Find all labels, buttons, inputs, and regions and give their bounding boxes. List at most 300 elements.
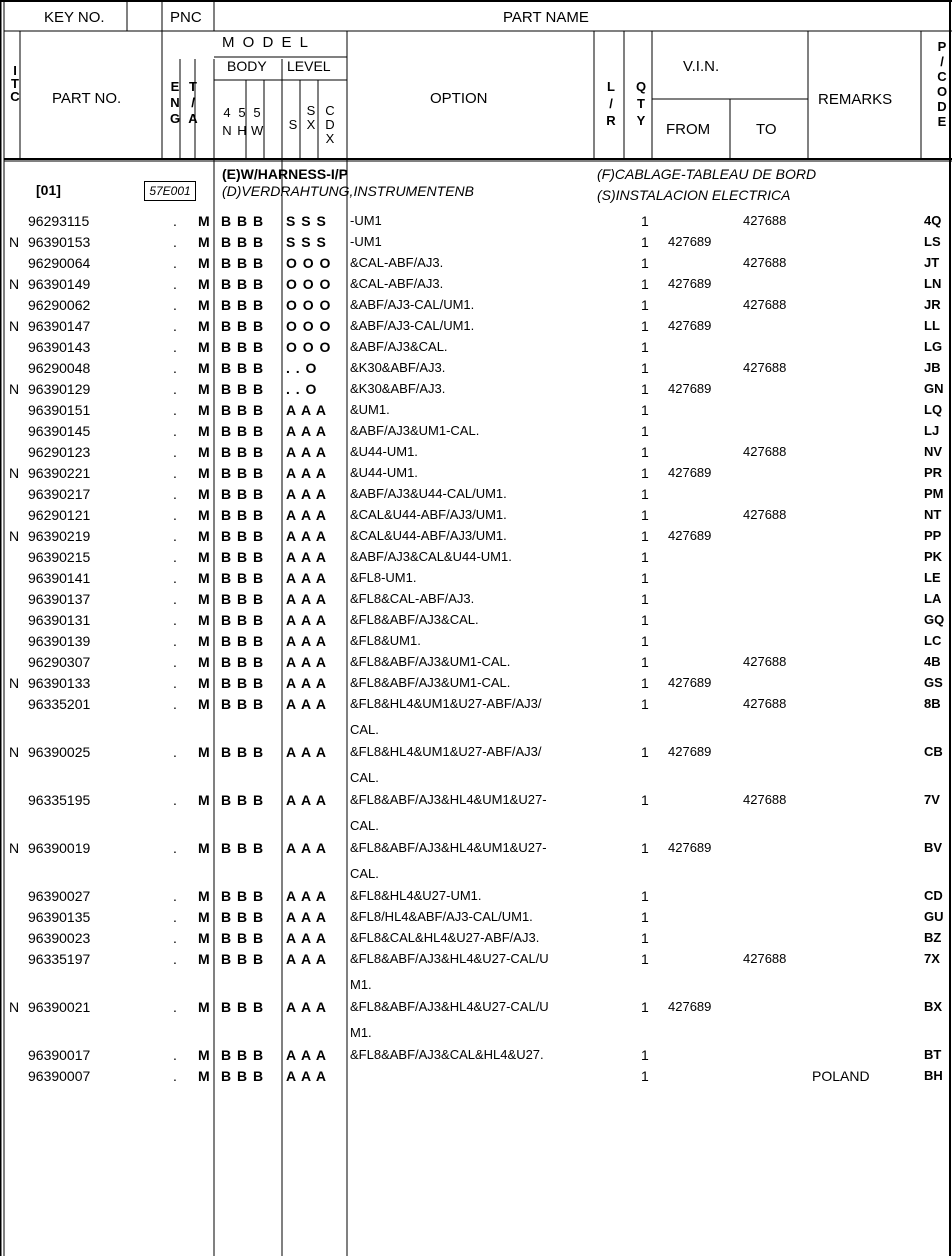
part-number-cell: 96335201: [28, 696, 91, 712]
level-cell: A A A: [286, 909, 328, 925]
eng-cell: .: [173, 951, 177, 967]
pcode-cell: PP: [924, 528, 942, 543]
part-number-cell: 96290123: [28, 444, 91, 460]
part-name-header: PART NAME: [503, 9, 589, 26]
qty-cell: 1: [641, 444, 649, 460]
eng-cell: .: [173, 612, 177, 628]
option-cell: &ABF/AJ3&U44-CAL/UM1.: [350, 486, 507, 501]
level-cell: O O O: [286, 339, 332, 355]
option-cell: &CAL-ABF/AJ3.: [350, 276, 444, 291]
option-cell: &FL8&ABF/AJ3&HL4&U27-CAL/U: [350, 951, 549, 966]
part-number-cell: 96390149: [28, 276, 91, 292]
eng-cell: .: [173, 255, 177, 271]
pcode-cell: 4B: [924, 654, 941, 669]
pcode-cell: PR: [924, 465, 943, 480]
qty-cell: 1: [641, 696, 649, 712]
eng-cell: .: [173, 339, 177, 355]
eng-cell: .: [173, 999, 177, 1015]
qty-cell: 1: [641, 402, 649, 418]
level-col-header: CDX: [325, 103, 335, 146]
part-name-es: (S)INSTALACION ELECTRICA: [597, 187, 791, 203]
vin-from-cell: 427689: [668, 381, 712, 396]
eng-cell: .: [173, 528, 177, 544]
ta-cell: M: [198, 840, 210, 856]
itc-cell: N: [9, 318, 20, 334]
lr-header-letter: R: [606, 113, 616, 128]
eng-cell: .: [173, 486, 177, 502]
vin-from-header: FROM: [666, 121, 711, 138]
pcode-cell: LS: [924, 234, 941, 249]
part-number-cell: 96390217: [28, 486, 91, 502]
pcode-cell: GU: [924, 909, 944, 924]
option-cell: &ABF/AJ3-CAL/UM1.: [350, 297, 475, 312]
ta-cell: M: [198, 930, 210, 946]
pcode-cell: CB: [924, 744, 943, 759]
level-cell: A A A: [286, 930, 328, 946]
level-cell: A A A: [286, 675, 328, 691]
level-cell: A A A: [286, 696, 328, 712]
ta-cell: M: [198, 255, 210, 271]
level-cell: A A A: [286, 444, 328, 460]
body-cell: B B B: [221, 570, 265, 586]
body-cell: B B B: [221, 549, 265, 565]
pcode-cell: 7X: [924, 951, 940, 966]
pcode-cell: JB: [924, 360, 941, 375]
ta-cell: M: [198, 744, 210, 760]
eng-cell: .: [173, 402, 177, 418]
eng-cell: .: [173, 423, 177, 439]
option-cell: &U44-UM1.: [350, 444, 418, 459]
level-cell: A A A: [286, 840, 328, 856]
qty-header-letter: T: [637, 96, 645, 111]
key-no-header: KEY NO.: [44, 9, 105, 26]
vin-to-cell: 427688: [743, 360, 787, 375]
vin-to-cell: 427688: [743, 297, 787, 312]
qty-header-letter: Y: [636, 113, 646, 128]
pcode-cell: LA: [924, 591, 942, 606]
pcode-cell: BV: [924, 840, 943, 855]
body-cell: B B B: [221, 744, 265, 760]
eng-cell: .: [173, 1068, 177, 1084]
pnc-code: 57E001: [144, 181, 196, 201]
eng-cell: .: [173, 465, 177, 481]
eng-cell: .: [173, 444, 177, 460]
level-cell: . . O: [286, 360, 318, 376]
eng-cell: .: [173, 654, 177, 670]
body-cell: B B B: [221, 840, 265, 856]
pcode-header-letter: P: [937, 39, 947, 54]
qty-cell: 1: [641, 213, 649, 229]
eng-cell: .: [173, 840, 177, 856]
pcode-header-letter: C: [937, 69, 947, 84]
itc-cell: N: [9, 999, 20, 1015]
eng-header-letter: E: [170, 79, 180, 94]
option-cell: -UM1: [350, 213, 382, 228]
pcode-cell: 7V: [924, 792, 940, 807]
eng-cell: .: [173, 792, 177, 808]
qty-cell: 1: [641, 486, 649, 502]
option-cell: &K30&ABF/AJ3.: [350, 360, 446, 375]
ta-cell: M: [198, 591, 210, 607]
body-header: BODY: [227, 58, 267, 74]
body-cell: B B B: [221, 528, 265, 544]
itc-cell: N: [9, 675, 20, 691]
body-cell: B B B: [221, 909, 265, 925]
body-cell: B B B: [221, 486, 265, 502]
pcode-cell: BX: [924, 999, 943, 1014]
body-cell: B B B: [221, 297, 265, 313]
pcode-header-letter: /: [940, 54, 944, 69]
option-cell: &U44-UM1.: [350, 465, 418, 480]
eng-cell: .: [173, 675, 177, 691]
body-cell: B B B: [221, 507, 265, 523]
part-number-cell: 96390027: [28, 888, 91, 904]
part-number-cell: 96390139: [28, 633, 91, 649]
body-cell: B B B: [221, 654, 265, 670]
pcode-cell: JR: [924, 297, 941, 312]
option-cell: &FL8&ABF/AJ3&HL4&UM1&U27-: [350, 840, 547, 855]
qty-cell: 1: [641, 381, 649, 397]
pcode-cell: LQ: [924, 402, 943, 417]
option-cell: &CAL-ABF/AJ3.: [350, 255, 444, 270]
body-cell: B B B: [221, 423, 265, 439]
ta-cell: M: [198, 213, 210, 229]
qty-cell: 1: [641, 1047, 649, 1063]
ta-cell: M: [198, 1068, 210, 1084]
qty-cell: 1: [641, 1068, 649, 1084]
option-cell: &UM1.: [350, 402, 390, 417]
body-cell: B B B: [221, 951, 265, 967]
part-number-cell: 96390131: [28, 612, 91, 628]
option-cell: &FL8&CAL-ABF/AJ3.: [350, 591, 475, 606]
pcode-header-letter: O: [936, 84, 948, 99]
eng-cell: .: [173, 360, 177, 376]
level-cell: A A A: [286, 792, 328, 808]
ta-header-letter: T: [189, 79, 197, 94]
option-cell: &FL8&ABF/AJ3&HL4&U27-CAL/U: [350, 999, 549, 1014]
level-cell: S S S: [286, 234, 327, 250]
body-cell: B B B: [221, 792, 265, 808]
part-number-cell: 96390133: [28, 675, 91, 691]
pcode-cell: LC: [924, 633, 942, 648]
part-number-cell: 96390143: [28, 339, 91, 355]
option-cell: &FL8&HL4&UM1&U27-ABF/AJ3/: [350, 696, 542, 711]
option-cell: M1.: [350, 1025, 372, 1040]
model-header: M O D E L: [222, 34, 311, 51]
pcode-cell: LJ: [924, 423, 940, 438]
ta-cell: M: [198, 570, 210, 586]
body-cell: B B B: [221, 1068, 265, 1084]
ta-cell: M: [198, 486, 210, 502]
body-cell: B B B: [221, 999, 265, 1015]
option-header: OPTION: [430, 90, 488, 107]
qty-cell: 1: [641, 276, 649, 292]
level-cell: O O O: [286, 297, 332, 313]
vin-from-cell: 427689: [668, 318, 712, 333]
ta-cell: M: [198, 339, 210, 355]
qty-header-letter: Q: [635, 79, 647, 94]
part-number-cell: 96390141: [28, 570, 91, 586]
part-number-cell: 96390221: [28, 465, 91, 481]
pcode-cell: GQ: [924, 612, 945, 627]
itc-cell: N: [9, 744, 20, 760]
ta-cell: M: [198, 381, 210, 397]
qty-cell: 1: [641, 528, 649, 544]
vin-from-cell: 427689: [668, 744, 712, 759]
level-cell: S S S: [286, 213, 327, 229]
part-number-cell: 96335195: [28, 792, 91, 808]
ta-cell: M: [198, 612, 210, 628]
pcode-cell: LE: [924, 570, 941, 585]
qty-cell: 1: [641, 744, 649, 760]
option-cell: &CAL&U44-ABF/AJ3/UM1.: [350, 528, 507, 543]
pcode-header-letter: E: [937, 114, 947, 129]
qty-cell: 1: [641, 909, 649, 925]
qty-cell: 1: [641, 339, 649, 355]
qty-cell: 1: [641, 360, 649, 376]
pcode-cell: GS: [924, 675, 943, 690]
part-number-cell: 96390025: [28, 744, 91, 760]
vin-to-cell: 427688: [743, 444, 787, 459]
level-cell: A A A: [286, 888, 328, 904]
itc-cell: N: [9, 528, 20, 544]
ta-cell: M: [198, 507, 210, 523]
level-col-header: SX: [306, 103, 316, 132]
eng-header-letter: G: [169, 111, 181, 126]
eng-cell: .: [173, 234, 177, 250]
part-number-cell: 96390023: [28, 930, 91, 946]
eng-cell: .: [173, 570, 177, 586]
ta-cell: M: [198, 951, 210, 967]
part-number-cell: 96390137: [28, 591, 91, 607]
lr-header-letter: /: [609, 96, 613, 111]
eng-cell: .: [173, 381, 177, 397]
eng-cell: .: [173, 696, 177, 712]
pcode-cell: NT: [924, 507, 942, 522]
pcode-cell: BH: [924, 1068, 943, 1083]
part-name-en: (E)W/HARNESS-I/P: [222, 166, 348, 182]
vin-to-cell: 427688: [743, 507, 787, 522]
option-cell: &ABF/AJ3&CAL&U44-UM1.: [350, 549, 512, 564]
level-cell: A A A: [286, 1068, 328, 1084]
level-cell: A A A: [286, 486, 328, 502]
level-cell: A A A: [286, 507, 328, 523]
level-cell: A A A: [286, 528, 328, 544]
eng-cell: .: [173, 744, 177, 760]
ta-cell: M: [198, 675, 210, 691]
part-number-cell: 96290064: [28, 255, 91, 271]
body-col-header: 4N: [222, 105, 232, 138]
ta-cell: M: [198, 297, 210, 313]
part-number-cell: 96290048: [28, 360, 91, 376]
vin-header: V.I.N.: [683, 58, 720, 75]
level-cell: A A A: [286, 612, 328, 628]
body-cell: B B B: [221, 675, 265, 691]
body-cell: B B B: [221, 591, 265, 607]
eng-cell: .: [173, 930, 177, 946]
option-cell: &FL8&ABF/AJ3&UM1-CAL.: [350, 654, 511, 669]
itc-header-letter: I: [13, 63, 17, 78]
part-number-cell: 96390129: [28, 381, 91, 397]
body-cell: B B B: [221, 1047, 265, 1063]
part-number-cell: 96390145: [28, 423, 91, 439]
vin-from-cell: 427689: [668, 234, 712, 249]
eng-cell: .: [173, 507, 177, 523]
qty-cell: 1: [641, 792, 649, 808]
itc-cell: N: [9, 234, 20, 250]
part-number-cell: 96290062: [28, 297, 91, 313]
level-header: LEVEL: [287, 58, 331, 74]
level-cell: A A A: [286, 999, 328, 1015]
qty-cell: 1: [641, 297, 649, 313]
body-cell: B B B: [221, 696, 265, 712]
ta-cell: M: [198, 234, 210, 250]
part-no-header: PART NO.: [52, 90, 122, 107]
part-number-cell: 96390135: [28, 909, 91, 925]
ta-cell: M: [198, 549, 210, 565]
part-number-cell: 96390215: [28, 549, 91, 565]
remarks-cell: POLAND: [812, 1068, 870, 1084]
pcode-cell: BT: [924, 1047, 942, 1062]
pcode-cell: LG: [924, 339, 943, 354]
itc-cell: N: [9, 465, 20, 481]
qty-cell: 1: [641, 507, 649, 523]
itc-header-letter: C: [10, 89, 20, 104]
part-number-cell: 96290121: [28, 507, 91, 523]
itc-cell: N: [9, 276, 20, 292]
ta-cell: M: [198, 792, 210, 808]
part-number-cell: 96335197: [28, 951, 91, 967]
ta-cell: M: [198, 909, 210, 925]
qty-cell: 1: [641, 612, 649, 628]
pcode-cell: 8B: [924, 696, 941, 711]
vin-to-cell: 427688: [743, 654, 787, 669]
vin-from-cell: 427689: [668, 999, 712, 1014]
vin-to-cell: 427688: [743, 213, 787, 228]
ta-cell: M: [198, 1047, 210, 1063]
remarks-header: REMARKS: [818, 91, 893, 108]
level-cell: A A A: [286, 465, 328, 481]
part-number-cell: 96390021: [28, 999, 91, 1015]
level-cell: . . O: [286, 381, 318, 397]
pcode-cell: GN: [924, 381, 944, 396]
vin-from-cell: 427689: [668, 675, 712, 690]
level-cell: A A A: [286, 951, 328, 967]
level-cell: A A A: [286, 591, 328, 607]
ta-cell: M: [198, 318, 210, 334]
option-cell: M1.: [350, 977, 372, 992]
qty-cell: 1: [641, 951, 649, 967]
option-cell: -UM1: [350, 234, 382, 249]
qty-cell: 1: [641, 888, 649, 904]
pcode-header-letter: D: [937, 99, 947, 114]
qty-cell: 1: [641, 930, 649, 946]
eng-cell: .: [173, 213, 177, 229]
vin-to-header: TO: [756, 121, 777, 138]
body-cell: B B B: [221, 213, 265, 229]
option-cell: &K30&ABF/AJ3.: [350, 381, 446, 396]
option-cell: &CAL&U44-ABF/AJ3/UM1.: [350, 507, 507, 522]
pcode-cell: PK: [924, 549, 943, 564]
option-cell: CAL.: [350, 722, 379, 737]
qty-cell: 1: [641, 255, 649, 271]
vin-to-cell: 427688: [743, 792, 787, 807]
ta-cell: M: [198, 444, 210, 460]
pnc-header: PNC: [170, 9, 202, 26]
option-cell: CAL.: [350, 818, 379, 833]
key-number: [01]: [36, 182, 61, 198]
body-cell: B B B: [221, 888, 265, 904]
eng-cell: .: [173, 549, 177, 565]
ta-cell: M: [198, 999, 210, 1015]
level-cell: O O O: [286, 255, 332, 271]
ta-cell: M: [198, 423, 210, 439]
option-cell: &FL8/HL4&ABF/AJ3-CAL/UM1.: [350, 909, 533, 924]
part-number-cell: 96390153: [28, 234, 91, 250]
level-cell: A A A: [286, 744, 328, 760]
qty-cell: 1: [641, 549, 649, 565]
body-cell: B B B: [221, 402, 265, 418]
ta-cell: M: [198, 360, 210, 376]
ta-cell: M: [198, 528, 210, 544]
ta-cell: M: [198, 402, 210, 418]
part-number-cell: 96290307: [28, 654, 91, 670]
qty-cell: 1: [641, 675, 649, 691]
body-cell: B B B: [221, 612, 265, 628]
body-col-header: 5W: [251, 105, 264, 138]
pcode-cell: PM: [924, 486, 944, 501]
part-number-cell: 96293115: [28, 213, 90, 229]
option-cell: &ABF/AJ3-CAL/UM1.: [350, 318, 475, 333]
option-cell: &FL8&ABF/AJ3&UM1-CAL.: [350, 675, 511, 690]
eng-cell: .: [173, 297, 177, 313]
part-name-fr: (F)CABLAGE-TABLEAU DE BORD: [597, 166, 817, 182]
level-cell: A A A: [286, 654, 328, 670]
qty-cell: 1: [641, 465, 649, 481]
level-cell: A A A: [286, 633, 328, 649]
vin-from-cell: 427689: [668, 528, 712, 543]
body-cell: B B B: [221, 339, 265, 355]
qty-cell: 1: [641, 999, 649, 1015]
level-cell: O O O: [286, 318, 332, 334]
eng-cell: .: [173, 1047, 177, 1063]
body-cell: B B B: [221, 360, 265, 376]
qty-cell: 1: [641, 423, 649, 439]
ta-header-letter: A: [188, 111, 198, 126]
body-cell: B B B: [221, 276, 265, 292]
level-cell: A A A: [286, 1047, 328, 1063]
part-number-cell: 96390147: [28, 318, 91, 334]
level-cell: A A A: [286, 402, 328, 418]
option-cell: &FL8&ABF/AJ3&CAL.: [350, 612, 479, 627]
itc-cell: N: [9, 381, 20, 397]
body-cell: B B B: [221, 633, 265, 649]
body-cell: B B B: [221, 255, 265, 271]
qty-cell: 1: [641, 840, 649, 856]
option-cell: &FL8&HL4&U27-UM1.: [350, 888, 482, 903]
ta-cell: M: [198, 696, 210, 712]
ta-header-letter: /: [191, 95, 195, 110]
pcode-cell: 4Q: [924, 213, 942, 228]
option-cell: &FL8&ABF/AJ3&HL4&UM1&U27-: [350, 792, 547, 807]
pcode-cell: JT: [924, 255, 940, 270]
level-cell: A A A: [286, 423, 328, 439]
qty-cell: 1: [641, 570, 649, 586]
level-cell: O O O: [286, 276, 332, 292]
itc-header-letter: T: [11, 76, 19, 91]
ta-cell: M: [198, 276, 210, 292]
qty-cell: 1: [641, 654, 649, 670]
